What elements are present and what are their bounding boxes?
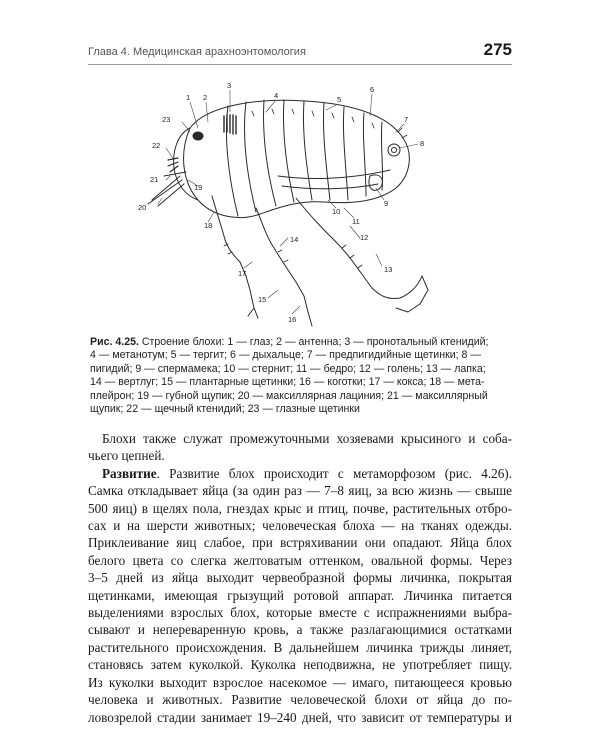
paragraph-line: Приклеивание яиц слабое, при встряхивании они опадают. Яйца блох xyxy=(88,535,512,551)
flea-figure xyxy=(128,76,458,332)
paragraph-line: ловозрелой стадии занимает 19–240 дней, что зависит от температуры и xyxy=(88,709,512,725)
figure-label-5: 5 xyxy=(337,95,342,104)
section-run-in-heading: Развитие xyxy=(102,465,157,481)
figure-caption xyxy=(90,336,512,416)
figure-label-2: 2 xyxy=(203,93,208,102)
body-text xyxy=(88,430,512,726)
paragraph-line: сывают и непереваренную кровь, а также разлагающимися остатками xyxy=(88,622,512,638)
paragraph-line: 500 яиц) в щелях пола, гнездах крыс и птиц, почве, растительных отбро- xyxy=(88,500,512,516)
caption-line: 14 — вертлуг; 15 — плантарные щетинки; 16 — коготки; 17 — кокса; 18 — мета- xyxy=(90,376,485,389)
figure-label-14: 14 xyxy=(290,235,299,244)
figure-label-13: 13 xyxy=(384,265,393,274)
caption-text: Строение блохи: 1 — глаз; 2 — антенна; 3 — пронотальный ктенидий; xyxy=(138,336,489,348)
figure-label-16: 16 xyxy=(288,315,297,324)
paragraph-line: растительного происхождения. В дальнейшем личинка трижды линяет, xyxy=(88,639,512,655)
figure-reference: Рис. 4.25. xyxy=(90,336,139,348)
figure-label-19: 19 xyxy=(194,183,203,192)
page-number: 275 xyxy=(483,40,512,59)
chapter-title: Глава 4. Медицинская арахноэнтомология xyxy=(88,46,306,58)
paragraph-line xyxy=(88,465,512,482)
running-header xyxy=(88,40,512,65)
caption-line: щупик; 22 — щечный ктенидий; 23 — глазные щетинки xyxy=(90,403,360,416)
paragraph-line: сах и на шерсти животных; человеческая блоха — на тканях одежды. xyxy=(88,518,512,534)
caption-line: пигидий; 9 — спермамека; 10 — стернит; 11 — бедро; 12 — голень; 13 — лапка; xyxy=(90,362,486,375)
figure-label-10: 10 xyxy=(332,207,341,216)
paragraph-line: становясь затем куколкой. Куколка неподвижна, не употребляет пищу. xyxy=(88,657,512,673)
paragraph-line: Из куколки выходит взрослое насекомое — имаго, питающееся кровью xyxy=(88,674,512,690)
caption-line xyxy=(90,336,512,349)
figure-label-22: 22 xyxy=(152,141,161,150)
paragraph-line: человека и животных. Развитие человеческой блохи от яйца до по- xyxy=(88,692,512,708)
figure-label-21: 21 xyxy=(150,175,159,184)
figure-label-11: 11 xyxy=(352,217,360,226)
figure-label-1: 1 xyxy=(186,93,191,102)
paragraph-text: . Развитие блох происходит с метаморфозом (рис. 4.26). xyxy=(156,465,512,481)
figure-label-18: 18 xyxy=(204,221,213,230)
caption-line: 4 — метанотум; 5 — тергит; 6 — дыхальце; 7 — предпигидийные щетинки; 8 — xyxy=(90,349,481,362)
paragraph-line: чьего цепней. xyxy=(88,448,165,464)
figure-label-17: 17 xyxy=(238,269,247,278)
figure-label-20: 20 xyxy=(138,203,147,212)
paragraph-line: Самка откладывает яйца (за один раз — 7–8 яиц, за всю жизнь — свыше xyxy=(88,483,512,499)
figure-label-4: 4 xyxy=(274,91,279,100)
flea-illustration xyxy=(128,76,458,332)
figure-label-15: 15 xyxy=(258,295,267,304)
paragraph-line: щетинками, имеющая грызущий ротовой аппарат. Личинка питается xyxy=(88,587,512,603)
paragraph-line: 3–5 дней из яйца выходит червеобразной формы личинка, покрытая xyxy=(88,570,512,586)
figure-label-3: 3 xyxy=(227,81,232,90)
figure-label-8-top: 6 xyxy=(370,85,375,94)
paragraph-line: белого цвета со слегка желтоватым оттенком, овальной формы. Через xyxy=(88,552,512,568)
paragraph-line: выделениями взрослых блох, которые вместе с испражнениями выбра- xyxy=(88,605,512,621)
figure-label-8: 8 xyxy=(420,139,425,148)
figure-label-12: 12 xyxy=(360,233,369,242)
figure-label-9: 9 xyxy=(384,199,389,208)
figure-label-7: 7 xyxy=(404,115,409,124)
caption-line: плейрон; 19 — губной щупик; 20 — максиллярная лациния; 21 — максиллярный xyxy=(90,389,488,402)
figure-label-23: 23 xyxy=(162,115,171,124)
paragraph-line: Блохи также служат промежуточными хозяевами крысиного и соба- xyxy=(102,431,512,446)
